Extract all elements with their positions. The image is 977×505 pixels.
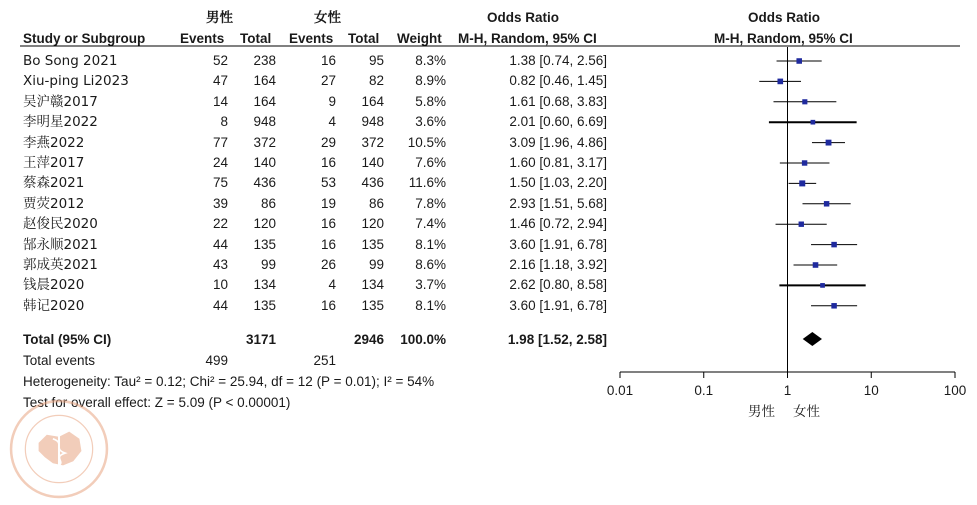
study-name: 李燕2022 [23,134,85,151]
events-group1: 14 [212,93,228,109]
group1-header: 男性 [206,10,233,26]
point-estimate-marker [796,58,802,64]
favours-left-label: 男性 [748,404,775,420]
point-estimate-marker [802,160,807,165]
total-group2: 2946 [353,332,384,347]
total-group2: 135 [361,297,384,313]
total-group1: 134 [253,277,276,293]
study-name: 韩记2020 [23,297,85,314]
events-group2: 16 [320,155,336,170]
study-name: 钱晨2020 [23,277,85,294]
x-tick-label: 0.1 [694,383,714,398]
study-name: 郜永顺2021 [23,236,98,253]
total-group2: 86 [368,195,384,211]
study-name: 吴沪赣2017 [23,93,98,110]
total-group1: 372 [253,134,276,150]
events-group1: 10 [212,277,228,293]
total-group2: 436 [361,175,384,191]
study-name: 李明星2022 [23,114,98,131]
weight: 7.4% [415,216,446,232]
weight: 8.9% [415,73,446,89]
events-group2: 4 [328,114,336,130]
x-tick-label: 100 [943,383,967,398]
total-group1: 135 [253,297,276,313]
total-group2: 372 [361,134,384,150]
point-estimate-marker [824,201,829,206]
study-name: 贾荧2012 [23,195,85,212]
total-group2: 140 [361,155,384,170]
total-label: Total (95% CI) [23,332,112,347]
total-group1: 948 [253,114,276,130]
events-group1: 24 [212,155,228,170]
events-group2: 19 [320,195,336,211]
plot-title-header: Odds Ratio [748,10,821,25]
point-estimate-marker [811,120,816,125]
weight: 8.1% [415,297,446,313]
or-ci-text: 1.46 [0.72, 2.94] [509,216,607,232]
events-group2: 4 [328,277,336,293]
events-group2: 26 [320,257,336,272]
events-group2: 53 [320,175,336,191]
study-name: 王萍2017 [23,155,85,171]
events-group1: 75 [212,175,228,191]
point-estimate-marker [820,283,825,288]
total-group2: 164 [361,93,384,109]
events-group1: 39 [212,195,228,211]
study-name: 赵俊民2020 [23,216,98,233]
total2-column-header: Total [348,31,380,46]
point-estimate-marker [799,180,805,186]
events2-column-header: Events [289,31,334,46]
x-tick-label: 1 [783,383,792,398]
events-group2: 16 [320,297,336,313]
or-ci-text: 1.61 [0.68, 3.83] [509,93,607,109]
point-estimate-marker [813,262,819,268]
point-estimate-marker [802,99,807,104]
total-group1: 135 [253,236,276,252]
total-group2: 120 [361,216,384,232]
or-ci-text: 1.60 [0.81, 3.17] [509,155,607,170]
events-group2: 16 [320,236,336,252]
events-group1: 44 [212,236,228,252]
total-group1: 140 [253,155,276,170]
or-ci-text: 2.93 [1.51, 5.68] [509,195,607,211]
events-group2: 29 [320,134,336,150]
point-estimate-marker [799,222,804,227]
total-group2: 135 [361,236,384,252]
total-group1: 99 [260,257,276,272]
point-estimate-marker [777,79,783,85]
total-group1: 238 [253,53,276,68]
events-group1: 8 [220,114,228,130]
plot-method-header: M-H, Random, 95% CI [714,31,853,46]
study-column-header: Study or Subgroup [23,31,146,46]
study-name: Xiu-ping Li2023 [23,73,129,90]
events-group2: 16 [320,216,336,232]
events-group2: 27 [320,73,336,89]
chinese-medical-association-seal [8,398,110,500]
weight: 10.5% [407,134,446,150]
or-ci-text: 3.09 [1.96, 4.86] [509,134,607,150]
x-tick-label: 0.01 [606,383,634,398]
total-group1: 86 [260,195,276,211]
weight: 3.6% [415,114,446,130]
events-group1: 77 [212,134,228,150]
events-group2: 9 [328,93,336,109]
weight: 5.8% [415,93,446,109]
total-group1: 164 [253,73,276,89]
events-group1: 43 [212,257,228,272]
study-name: Bo Song 2021 [23,53,118,69]
weight: 7.8% [415,195,446,211]
events-group2: 16 [320,53,336,68]
total-events-group2: 251 [313,353,336,368]
or-method-header: M-H, Random, 95% CI [458,31,597,46]
events-group1: 44 [212,297,228,313]
weight: 8.6% [415,257,446,272]
weight: 3.7% [415,277,446,293]
or-title-header: Odds Ratio [487,10,560,25]
total-group1: 164 [253,93,276,109]
total-weight: 100.0% [400,332,446,347]
total1-column-header: Total [240,31,272,46]
total-group1: 3171 [245,332,276,347]
events-group1: 22 [212,216,228,232]
or-ci-text: 3.60 [1.91, 6.78] [509,236,607,252]
favours-right-label: 女性 [793,404,820,420]
total-events-label: Total events [23,353,96,368]
or-ci-text: 2.16 [1.18, 3.92] [509,257,607,272]
or-ci-text: 0.82 [0.46, 1.45] [509,73,607,89]
weight: 8.3% [415,53,446,68]
total-group1: 120 [253,216,276,232]
or-ci-text: 2.62 [0.80, 8.58] [509,277,607,293]
total-group2: 82 [368,73,384,89]
heterogeneity-text: Heterogeneity: Tau² = 0.12; Chi² = 25.94, df = 12 (P = 0.01); I² = 54% [23,374,435,389]
total-group2: 95 [368,53,384,68]
study-name: 郭成英2021 [23,257,98,273]
total-ci-text: 1.98 [1.52, 2.58] [507,332,607,347]
total-events-group1: 499 [205,353,228,368]
events-group1: 52 [212,53,228,68]
total-group2: 99 [368,257,384,272]
point-estimate-marker [831,303,837,309]
weight-column-header: Weight [397,31,442,46]
total-group2: 134 [361,277,384,293]
or-ci-text: 1.50 [1.03, 2.20] [509,175,607,191]
events1-column-header: Events [180,31,225,46]
x-tick-label: 10 [863,383,879,398]
pooled-diamond [803,332,822,346]
events-group1: 47 [212,73,228,89]
point-estimate-marker [826,140,832,146]
or-ci-text: 3.60 [1.91, 6.78] [509,297,607,313]
overall-effect-text: Test for overall effect: Z = 5.09 (P < 0.00001) [23,395,291,410]
weight: 7.6% [415,155,446,170]
weight: 11.6% [408,175,446,191]
group2-header: 女性 [314,10,341,26]
weight: 8.1% [415,236,446,252]
point-estimate-marker [831,242,837,248]
study-name: 蔡森2021 [23,175,85,192]
total-group1: 436 [253,175,276,191]
total-group2: 948 [361,114,384,130]
or-ci-text: 1.38 [0.74, 2.56] [509,53,607,68]
or-ci-text: 2.01 [0.60, 6.69] [509,114,607,130]
